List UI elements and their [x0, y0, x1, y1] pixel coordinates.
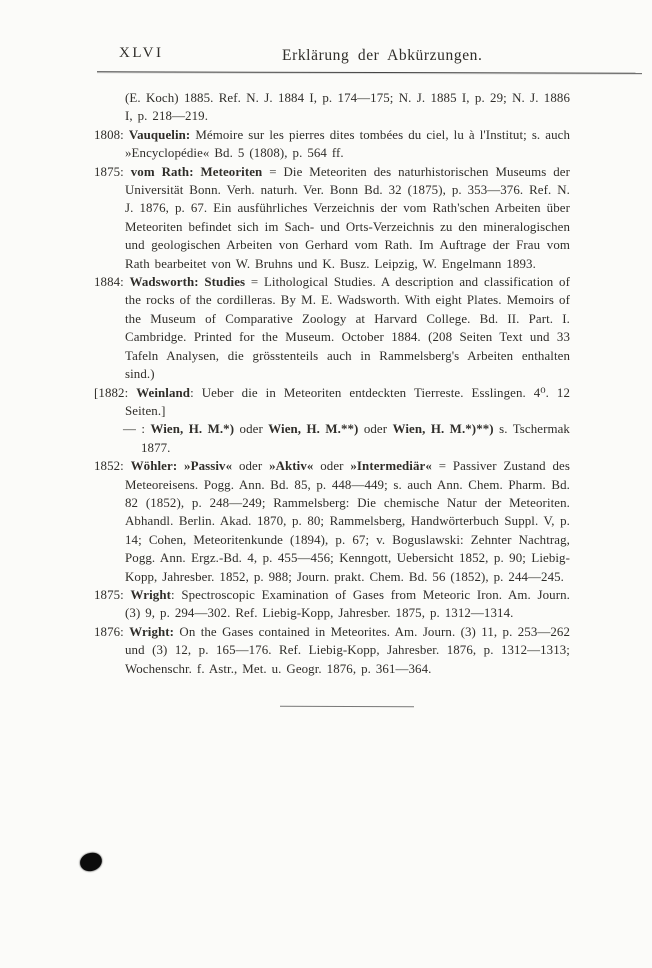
- entry-emphasis-text: Wright:: [129, 624, 175, 639]
- entry-text: 1875:: [94, 587, 131, 602]
- ink-blot: [79, 851, 104, 873]
- entry-emphasis-text: Weinland: [136, 385, 191, 400]
- entry-emphasis-text: »Intermediär«: [350, 459, 432, 474]
- entry-emphasis-text: »Aktiv«: [269, 459, 314, 474]
- entry-emphasis-text: Wien, H. M.*)**): [392, 422, 494, 437]
- bibliography-entry: [94, 89, 570, 126]
- page-number: XLVI: [119, 45, 164, 61]
- entry-text: 1876:: [94, 624, 130, 639]
- header-rule: [97, 71, 642, 73]
- entry-emphasis-text: Wien, H. M.*): [150, 422, 235, 437]
- entry-emphasis-text: Wien, H. M.**): [268, 422, 359, 437]
- entry-text: Mémoire sur les pierres dites tombées du ciel, lu à l'Institut; s. auch »Encyclopédie« Bd. 5 (1808), p. 564 ff.: [125, 127, 570, 161]
- entry-text: : Spectroscopic Examination of Gases from Meteoric Iron. Am. Journ. (3) 9, p. 294—302. Ref. Liebig-Kopp, Jahresber. 1875, p. 1312—1314.: [125, 587, 570, 621]
- entry-text: [1882:: [94, 385, 137, 400]
- entry-emphasis-text: Wöhler:: [130, 459, 178, 474]
- bibliography-entry: [94, 457, 570, 586]
- entry-text: = Lithological Studies. A description and classification of the rocks of the cordilleras. By M. E. Wadsworth. With eight Plates. Memoirs of the Museum of Comparative Zoology at Harvard College. Bd. II. Part. I. Cambridge. Printed for the Museum. October 1884. (208 Seiten Text und 33 Tafeln Analysen, die grösstenteils auch in Rammelsberg's Arbeiten enthalten sind.): [125, 275, 570, 382]
- bibliography-entry: [94, 273, 570, 383]
- entry-text: On the Gases contained in Meteorites. Am. Journ. (3) 11, p. 253—262 und (3) 12, p. 165—176. Ref. Liebig-Kopp, Jahresber. 1876, p. 1312—1313; Wochenschr. f. Astr., Met. u. Geogr. 1876, p. 361—364.: [125, 624, 570, 676]
- section-end-rule: [280, 706, 414, 707]
- bibliography-entry: [94, 384, 570, 421]
- running-title: Erklärung der Abkürzungen.: [282, 47, 483, 64]
- entry-text: oder: [234, 422, 269, 437]
- entry-text: = Passiver Zustand des Meteoreisens. Pogg. Ann. Bd. 85, p. 448—449; s. auch Ann. Chem. Pharm. Bd. 82 (1852), p. 248—249; Rammelsberg: Die chemische Natur der Meteoriten. Abhandl. Berlin. Akad. 1870, p. 80; Rammelsberg, Handwörterbuch Suppl. V, p. 14; Cohen, Meteoritenkunde (1894), p. 67; v. Boguslawski: Zehnter Nachtrag, Pogg. Ann. Ergz.-Bd. 4, p. 455—456; Kenngott, Uebersicht 1852, p. 90; Liebig-Kopp, Jahresber. 1852, p. 988; Journ. prakt. Chem. Bd. 56 (1852), p. 244—245.: [125, 459, 570, 584]
- bibliography-entry: [94, 623, 570, 678]
- entry-text: oder: [232, 459, 270, 474]
- entry-text: 1808:: [94, 127, 129, 142]
- entry-text: 1852:: [94, 459, 131, 474]
- bibliography-entry: [94, 586, 570, 623]
- entry-text: 1875:: [94, 164, 131, 179]
- entry-text: oder: [358, 422, 393, 437]
- bibliography-entries: [94, 89, 570, 678]
- bibliography-entry: [94, 163, 570, 273]
- entry-text: s. Tschermak 1877.: [141, 422, 570, 455]
- bibliography-entry: [94, 420, 570, 457]
- entry-emphasis-text: »Passiv«: [184, 459, 233, 474]
- entry-text: : Ueber die in Meteoriten entdeckten Tierreste. Esslingen. 4⁰. 12 Seiten.]: [125, 385, 570, 418]
- entry-text: 1884:: [94, 275, 130, 290]
- entry-emphasis-text: Wadsworth: Studies: [129, 275, 246, 290]
- entry-emphasis-text: vom Rath: Meteoriten: [130, 164, 263, 179]
- entry-text: (E. Koch) 1885. Ref. N. J. 1884 I, p. 174—175; N. J. 1885 I, p. 29; N. J. 1886 I, p. 218—219.: [125, 91, 570, 124]
- entry-text: = Die Meteoriten des naturhistorischen Museums der Universität Bonn. Verh. naturh. Ver. Bonn Bd. 32 (1875), p. 353—376. Ref. N. J. 1876, p. 67. Ein ausführliches Verzeichnis der vom Rath'schen Arbeiten über Meteoriten befindet sich im Sach- und Orts-Verzeichnis zu den mineralogischen und geologischen Arbeiten von Gerhard vom Rath. Im Auftrage der Frau vom Rath bearbeitet von W. Bruhns und K. Busz. Leipzig, W. Engelmann 1893.: [125, 164, 570, 271]
- entry-emphasis-text: Wright: [130, 587, 171, 602]
- bibliography-entry: [94, 126, 570, 163]
- entry-text: — :: [123, 422, 151, 437]
- entry-emphasis-text: Vauquelin:: [128, 127, 191, 142]
- entry-text: oder: [313, 459, 351, 474]
